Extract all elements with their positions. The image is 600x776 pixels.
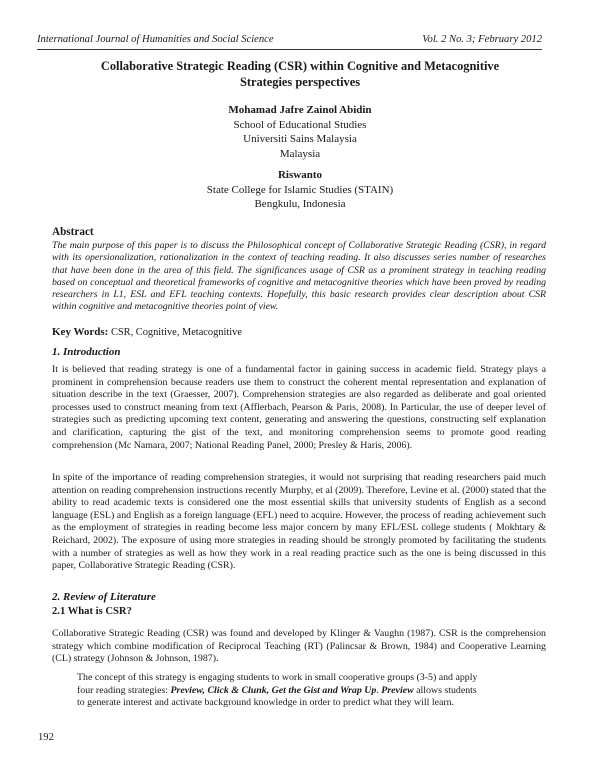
keywords — [52, 326, 242, 338]
keywords-value: CSR, Cognitive, Metacognitive — [110, 327, 242, 338]
subsection-2-1-heading: 2.1 What is CSR? — [52, 606, 132, 617]
author1-affiliation-1: School of Educational Studies — [233, 118, 367, 131]
csr-p2-line-1: The concept of this strategy is engaging students to work in small cooperative groups (3-5) and apply — [77, 672, 478, 683]
preview-term: Preview — [381, 684, 414, 696]
section-1-heading: 1. Introduction — [52, 346, 121, 358]
paper-title — [50, 58, 550, 90]
title-line-1: Collaborative Strategic Reading (CSR) within Cognitive and Metacognitive — [100, 59, 500, 73]
journal-name: International Journal of Humanities and Social Science — [37, 34, 274, 45]
author2-affiliation-1: State College for Islamic Studies (STAIN) — [206, 183, 394, 196]
author1-affiliation-2: Universiti Sains Malaysia — [243, 133, 357, 145]
abstract-heading: Abstract — [52, 226, 94, 238]
csr-p2-line-3: to generate interest and activate background knowledge in order to predict what they will learn. — [77, 697, 455, 709]
title-line-2: Strategies perspectives — [239, 75, 361, 89]
csr-paragraph-1: Collaborative Strategic Reading (CSR) was found and developed by Klinger & Vaughn (1987). CSR is the comprehension strategy which combine modification of Reciprocal Teaching (RT) (Palincsar & Brown, 1984) and Cooperative Learning (CL) strategy (Johnson & Johnson, 1987). — [52, 628, 546, 665]
author1-name: Mohamad Jafre Zainol Abidin — [228, 104, 372, 116]
strategies-list: Preview, Click & Clunk, Get the Gist and Wrap Up — [170, 684, 377, 696]
page-number: 192 — [38, 732, 54, 743]
author2-name: Riswanto — [277, 169, 322, 181]
author2-affiliation-2: Bengkulu, Indonesia — [254, 198, 346, 210]
author-block — [50, 103, 550, 212]
keywords-label: Key Words: — [52, 326, 109, 338]
csr-p2-line-2-c: allows students — [413, 684, 477, 696]
section-2-heading: 2. Review of Literature — [52, 591, 156, 603]
csr-p2-line-2 — [77, 685, 510, 698]
csr-p2-line-2-a: four reading strategies: — [77, 684, 171, 696]
abstract-text: The main purpose of this paper is to discuss the Philosophical concept of Collaborative Strategic Reading (CSR), in regard with its opersionalization, rationalization in the context of teaching reading. It also discusses series number of researches that have been done in the area of this field. The significances usage of CSR as a prominent strategy in teaching reading based on conceptual and theoretical frameworks of cognitive and metacognitive theories which have been proved by reading researchers in L1, ESL and EFL teaching contexts. Hopefully, this basic research provides clear description about CSR within cognitive and metacognitive theories point of view. — [52, 240, 546, 313]
running-header — [37, 34, 542, 45]
author1-affiliation-3: Malaysia — [279, 147, 321, 160]
intro-paragraph-1: It is believed that reading strategy is one of a fundamental factor in gaining success in academic field. Strategy plays a prominent in comprehension because readers use them to construct the coherent mental representation and explanation of situation describe in the text (Graesser, 2007). Comprehension strategies are also regarded as deliberate and goal oriented processes used to construct meaning from text (Afflerbach, Pearson & Paris, 2008). In Particular, the use of deeper level of strategies such as predicting upcoming text content, generating and answering the questions, constructing self explanation and clarification, capturing the gist of the text, and monitoring comprehension seems to promote good reading comprehension (Mc Namara, 2007; National Reading Panel, 2000; Presley & Haris, 2006). — [52, 364, 546, 451]
intro-paragraph-2: In spite of the importance of reading comprehension strategies, it would not surprising that reading researchers paid much attention on reading comprehension instructions recently Murphy, et al (2009). Therefore, Levine et al. (2000) stated that the ability to read academic texts is considered one the most essential skills that university students of English as a second language (ESL) and English as a foreign language (EFL) need to acquire. However, the process of reading achievement such as the employment of strategies in reading become less major concern by many EFL/ESL college students ( Mokhtary & Reichard, 2002). The exposure of using more strategies in reading should be strongly promoted by facilitating the students with a number of strategies as well as how they work in a real reading practice such as the one is being discussed in this paper, Collaborative Strategic Reading (CSR). — [52, 472, 546, 572]
header-rule — [37, 49, 542, 50]
csr-paragraph-2 — [77, 672, 510, 710]
csr-p2-line-2-b: . — [376, 684, 382, 696]
volume-info: Vol. 2 No. 3; February 2012 — [422, 34, 542, 45]
